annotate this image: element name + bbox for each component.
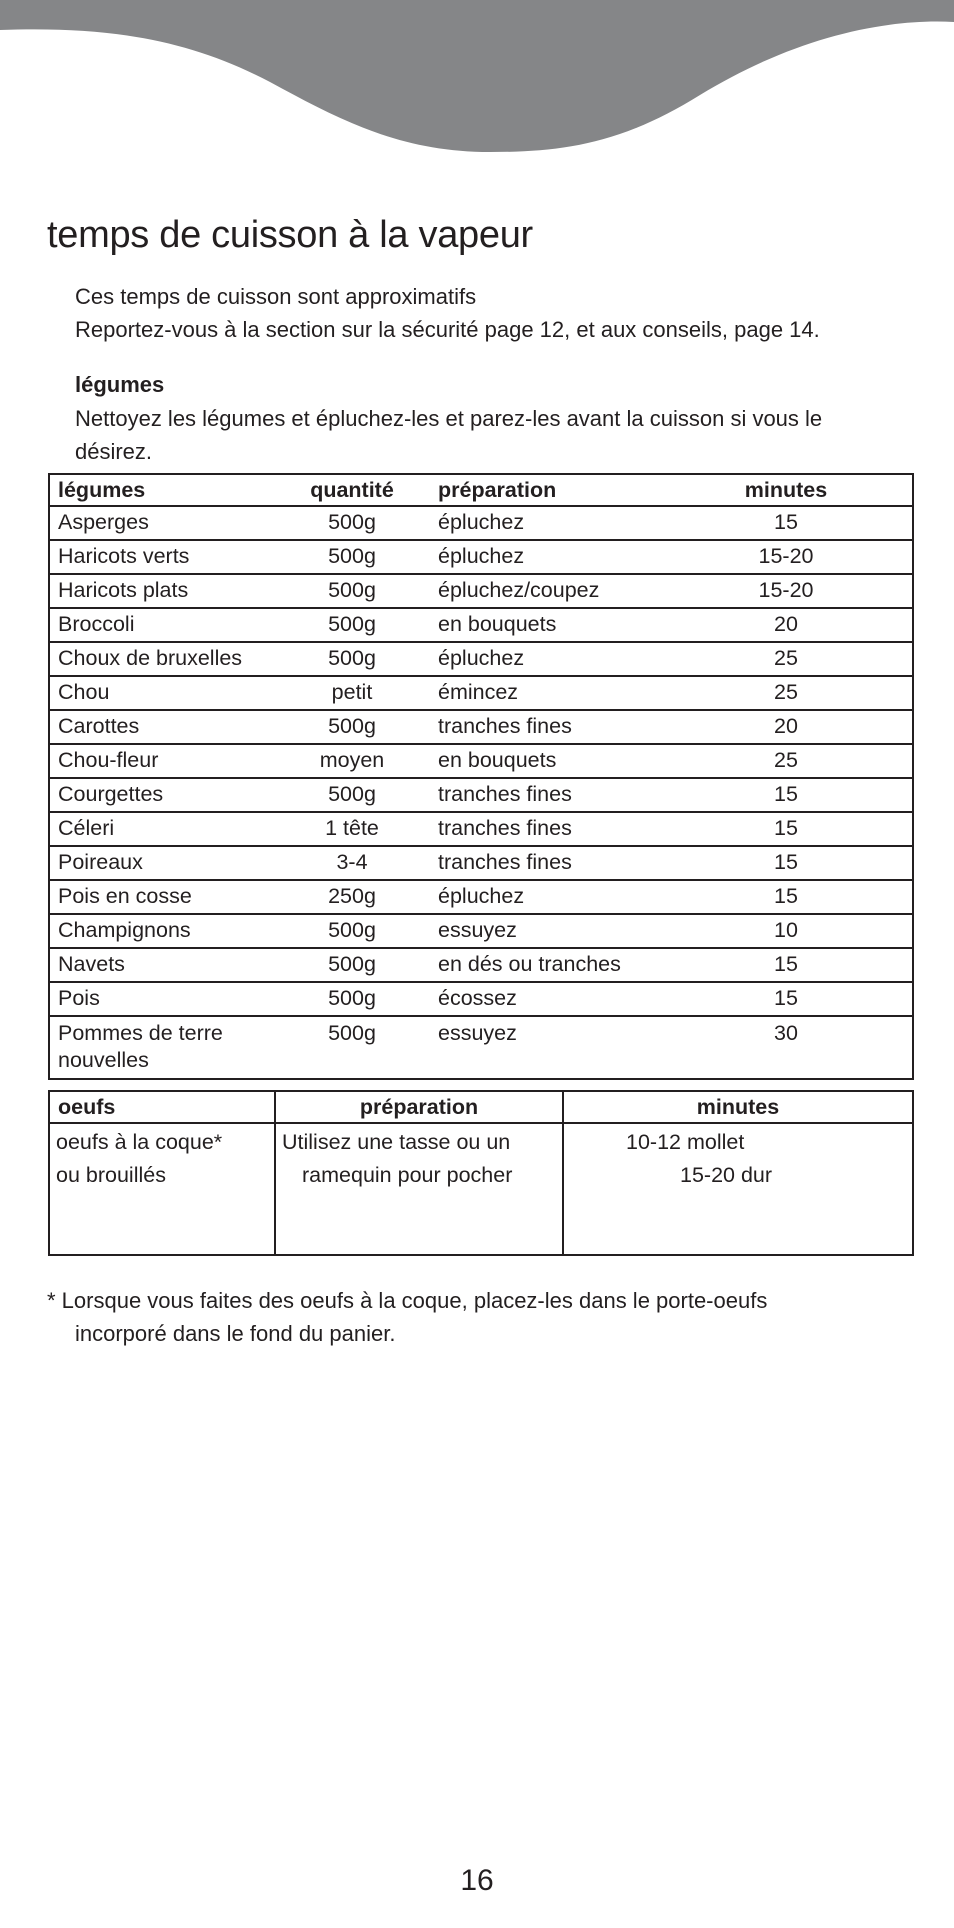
page-number: 16 [460, 1864, 494, 1897]
table-row [49, 540, 913, 574]
minutes-cell: 15-20 [712, 540, 913, 574]
table-row [49, 642, 913, 676]
vegetable-name-line-2: nouvelles [58, 1048, 149, 1072]
table-row [49, 1123, 913, 1255]
preparation-cell: écossez [416, 982, 712, 1016]
egg-minutes-line-2: 15-20 dur [680, 1163, 773, 1187]
vegetable-name-cell: Broccoli [49, 608, 288, 642]
minutes-cell: 15 [712, 778, 913, 812]
table-row [49, 812, 913, 846]
preparation-cell: essuyez [416, 914, 712, 948]
vegetable-name-cell: Asperges [49, 506, 288, 540]
egg-name-cell [49, 1123, 275, 1255]
intro-section [75, 280, 895, 468]
preparation-cell: émincez [416, 676, 712, 710]
preparation-cell: en dés ou tranches [416, 948, 712, 982]
quantity-cell: 1 tête [288, 812, 416, 846]
egg-preparation-cell [275, 1123, 563, 1255]
vegetable-name-cell: Haricots verts [49, 540, 288, 574]
vegetable-name-cell: Choux de bruxelles [49, 642, 288, 676]
minutes-cell: 15 [712, 948, 913, 982]
table-row [49, 506, 913, 540]
quantity-cell: 250g [288, 880, 416, 914]
table-row [49, 574, 913, 608]
minutes-cell: 20 [712, 710, 913, 744]
preparation-cell: épluchez/coupez [416, 574, 712, 608]
quantity-cell: 500g [288, 948, 416, 982]
quantity-cell: 500g [288, 982, 416, 1016]
minutes-cell: 15 [712, 846, 913, 880]
minutes-cell: 10 [712, 914, 913, 948]
vegetables-table-body [49, 506, 913, 1079]
table-row [49, 710, 913, 744]
header-wave-decoration [0, 0, 954, 160]
eggs-table [48, 1090, 914, 1256]
preparation-cell: épluchez [416, 506, 712, 540]
preparation-cell: épluchez [416, 642, 712, 676]
quantity-cell: 500g [288, 574, 416, 608]
egg-name-line-2: ou brouillés [56, 1163, 166, 1187]
vegetable-name-cell: Navets [49, 948, 288, 982]
preparation-cell: épluchez [416, 880, 712, 914]
header-minutes: minutes [712, 474, 913, 506]
egg-prep-line-2: ramequin pour pocher [302, 1163, 513, 1187]
table-row [49, 608, 913, 642]
minutes-cell: 15 [712, 812, 913, 846]
egg-name-line-1: oeufs à la coque* [56, 1130, 223, 1154]
quantity-cell: petit [288, 676, 416, 710]
table-row [49, 914, 913, 948]
minutes-cell: 25 [712, 676, 913, 710]
minutes-cell: 15-20 [712, 574, 913, 608]
quantity-cell: 500g [288, 778, 416, 812]
minutes-cell: 15 [712, 880, 913, 914]
header-preparation: préparation [416, 474, 712, 506]
quantity-cell: 500g [288, 710, 416, 744]
preparation-cell: tranches fines [416, 778, 712, 812]
header-egg-preparation: préparation [275, 1091, 563, 1123]
header-eggs: oeufs [49, 1091, 275, 1123]
footnote [47, 1284, 907, 1350]
table-row [49, 676, 913, 710]
quantity-cell: 500g [288, 642, 416, 676]
vegetable-name-cell: Céleri [49, 812, 288, 846]
intro-line-1: Ces temps de cuisson sont approximatifs [75, 284, 477, 309]
vegetable-name-cell [49, 1016, 288, 1079]
vegetable-name-line-1: Pommes de terre [58, 1021, 223, 1045]
footnote-line-1: * Lorsque vous faites des oeufs à la coque, placez-les dans le porte-oeufs [47, 1288, 768, 1313]
quantity-cell: 500g [288, 608, 416, 642]
preparation-cell: tranches fines [416, 846, 712, 880]
page-title: temps de cuisson à la vapeur [47, 214, 533, 256]
footnote-line-2: incorporé dans le fond du panier. [75, 1321, 396, 1346]
intro-line-2: Reportez-vous à la section sur la sécurité page 12, et aux conseils, page 14. [75, 317, 820, 342]
egg-minutes-line-1: 10-12 mollet [626, 1130, 745, 1154]
vegetable-name-cell: Poireaux [49, 846, 288, 880]
header-quantity: quantité [288, 474, 416, 506]
preparation-cell: en bouquets [416, 744, 712, 778]
vegetable-name-cell: Pois [49, 982, 288, 1016]
table-row [49, 982, 913, 1016]
vegetable-name-cell: Courgettes [49, 778, 288, 812]
vegetables-table-header [49, 474, 913, 506]
table-row [49, 948, 913, 982]
vegetable-name-cell: Pois en cosse [49, 880, 288, 914]
preparation-cell: en bouquets [416, 608, 712, 642]
egg-prep-line-1: Utilisez une tasse ou un [282, 1130, 511, 1154]
quantity-cell: 500g [288, 506, 416, 540]
quantity-cell: moyen [288, 744, 416, 778]
preparation-cell: essuyez [416, 1016, 712, 1079]
header-vegetables: légumes [49, 474, 288, 506]
quantity-cell: 500g [288, 1016, 416, 1079]
minutes-cell: 15 [712, 506, 913, 540]
vegetable-name-cell: Carottes [49, 710, 288, 744]
header-egg-minutes: minutes [563, 1091, 913, 1123]
table-row [49, 744, 913, 778]
vegetable-name-cell: Haricots plats [49, 574, 288, 608]
minutes-cell: 30 [712, 1016, 913, 1079]
vegetable-name-cell: Champignons [49, 914, 288, 948]
minutes-cell: 20 [712, 608, 913, 642]
vegetable-name-cell: Chou-fleur [49, 744, 288, 778]
preparation-cell: tranches fines [416, 710, 712, 744]
quantity-cell: 3-4 [288, 846, 416, 880]
vegetables-subheading: légumes [75, 372, 165, 397]
vegetable-name-cell: Chou [49, 676, 288, 710]
table-row [49, 778, 913, 812]
egg-minutes-cell [563, 1123, 913, 1255]
preparation-cell: tranches fines [416, 812, 712, 846]
minutes-cell: 25 [712, 642, 913, 676]
table-row [49, 846, 913, 880]
minutes-cell: 15 [712, 982, 913, 1016]
preparation-cell: épluchez [416, 540, 712, 574]
quantity-cell: 500g [288, 540, 416, 574]
quantity-cell: 500g [288, 914, 416, 948]
vegetables-table [48, 473, 914, 1080]
eggs-table-header [49, 1091, 913, 1123]
table-row [49, 1016, 913, 1079]
table-row [49, 880, 913, 914]
minutes-cell: 25 [712, 744, 913, 778]
vegetables-note: Nettoyez les légumes et épluchez-les et parez-les avant la cuisson si vous le désirez. [75, 406, 823, 464]
